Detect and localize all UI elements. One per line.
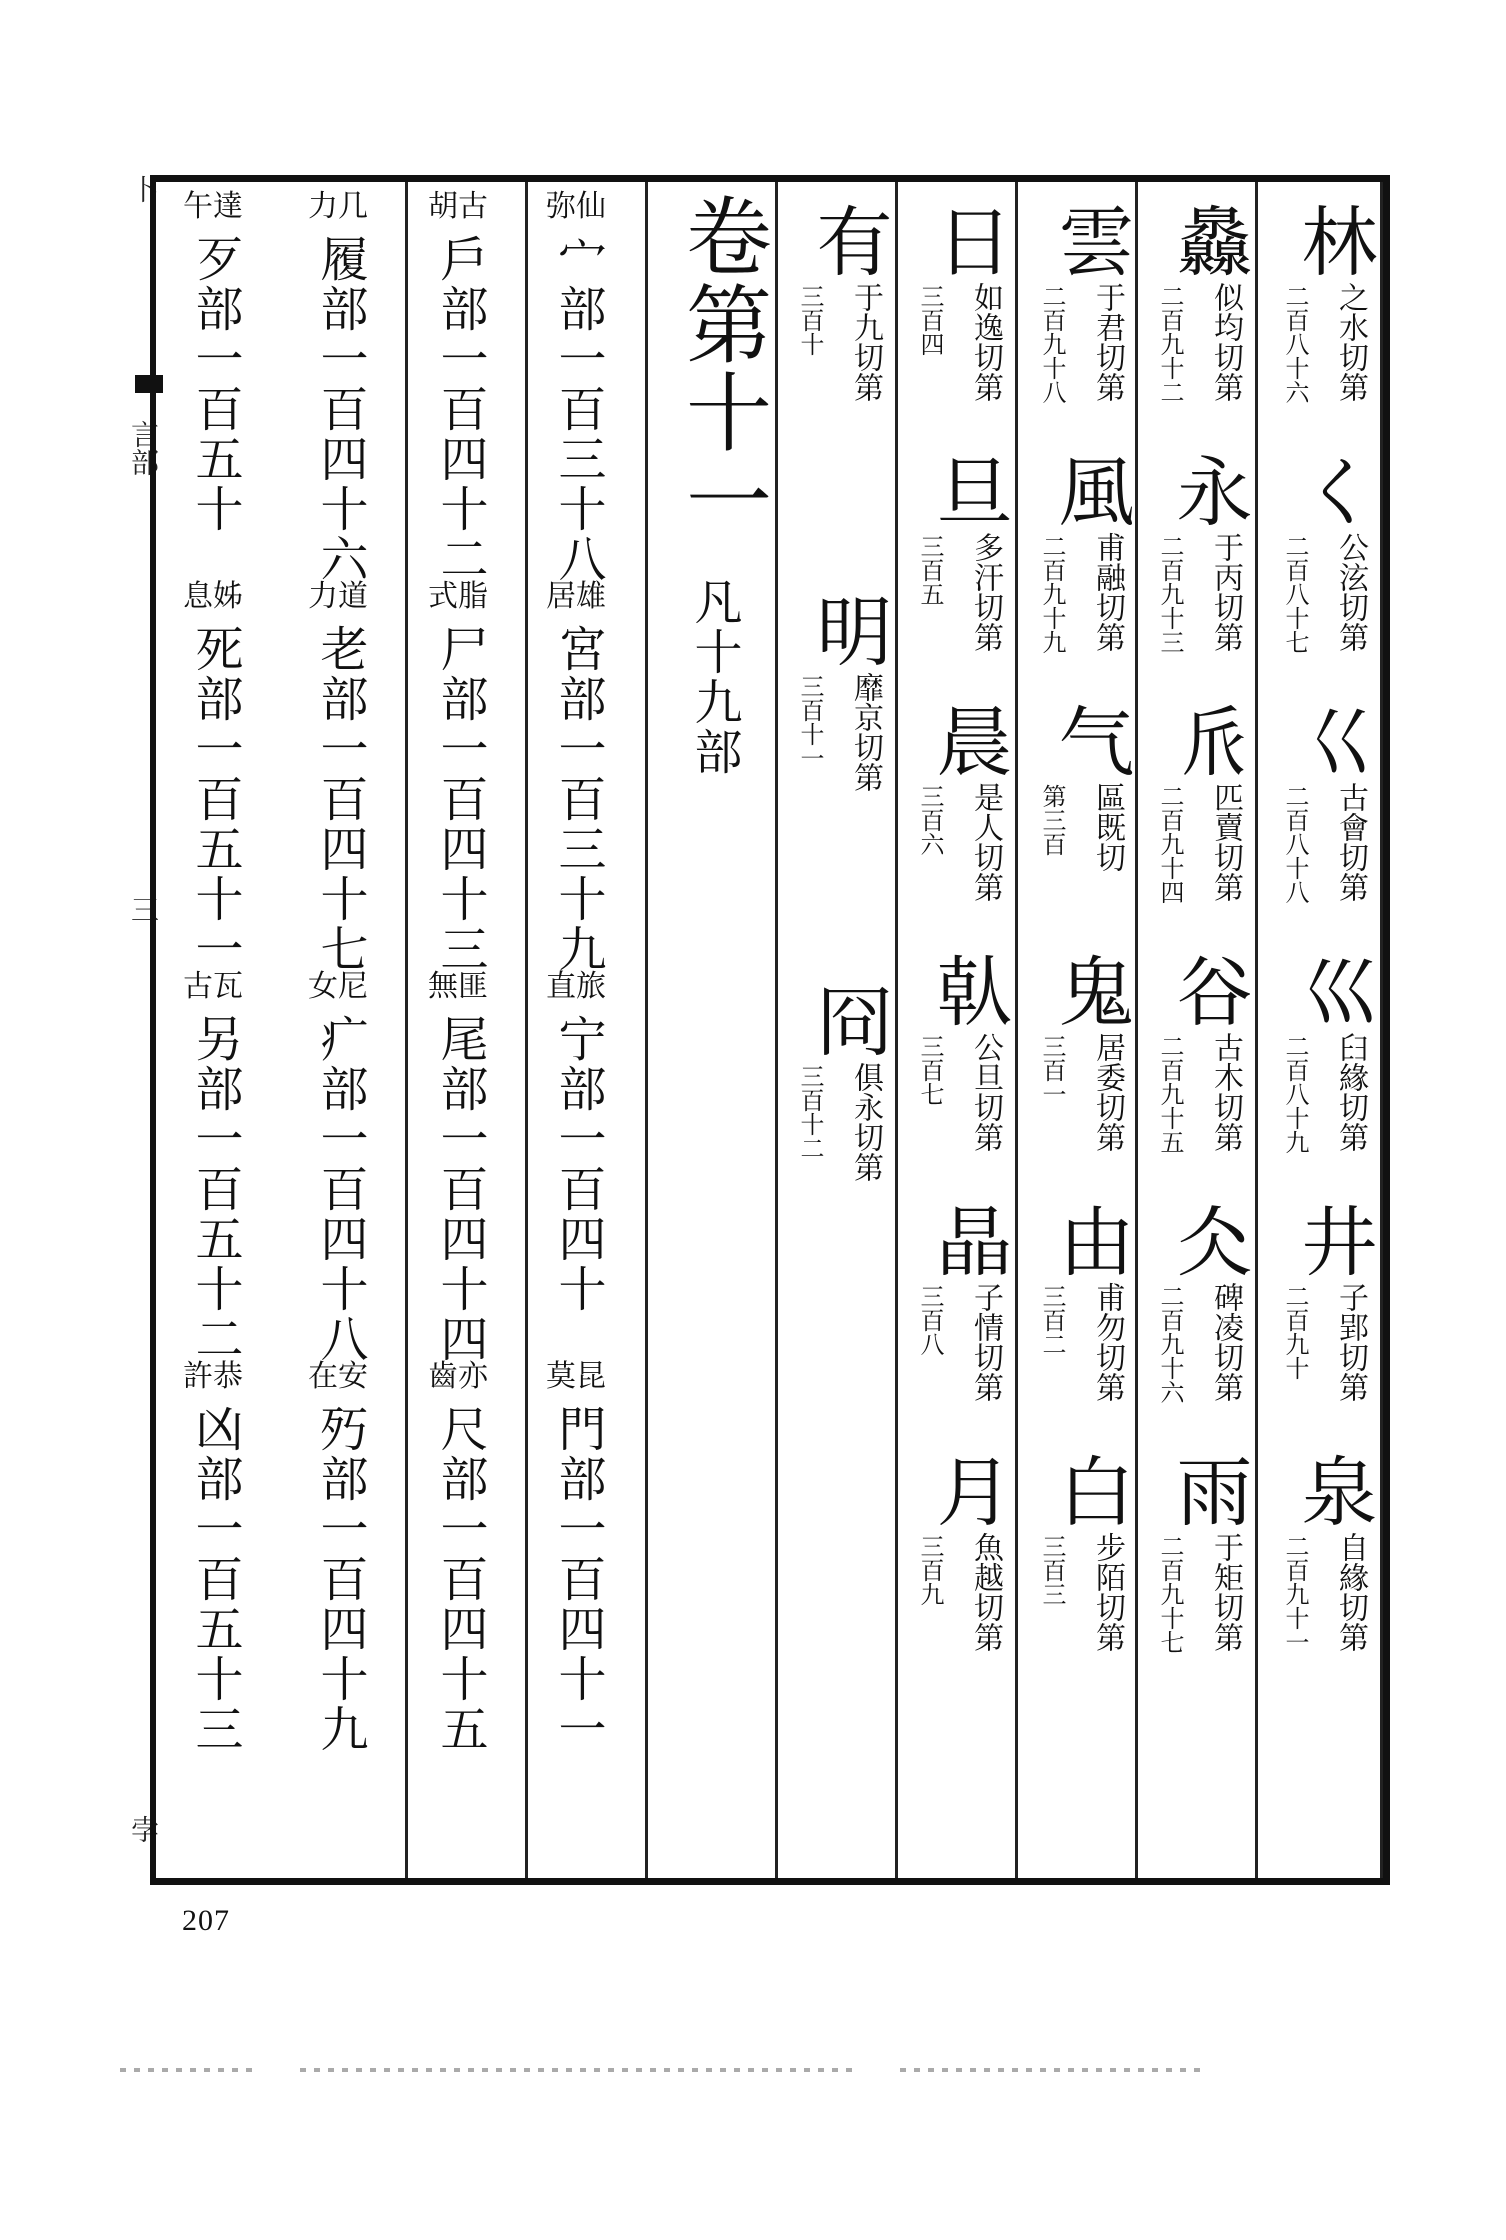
entry-number: 二百九十九 — [1038, 534, 1066, 654]
entry-character: 旦 — [924, 452, 1013, 530]
entry-fanqie: 子情切第 — [968, 1282, 1003, 1402]
radical-entry: 死部一百五十一 — [187, 624, 243, 974]
entry-fanqie: 似均切第 — [1208, 282, 1243, 402]
entry-fanqie: 是人切第 — [968, 782, 1003, 902]
entry-number: 三百一 — [1038, 1034, 1066, 1106]
entry-character: 鬼 — [1046, 952, 1135, 1030]
entry-number: 三百十 — [796, 284, 824, 356]
radical-entry: 戶部一百四十二 — [432, 234, 488, 584]
radical-fanqie: 許恭 — [183, 1359, 243, 1394]
entry-fanqie: 區既切 — [1090, 782, 1125, 872]
radical-entry: 疒部一百四十八 — [312, 1014, 368, 1364]
entry-fanqie: 子郢切第 — [1333, 1282, 1368, 1402]
spine-fragment: 三 — [127, 895, 160, 923]
entry-character: 有 — [804, 202, 893, 280]
entry-number: 二百九十五 — [1156, 1034, 1184, 1154]
radical-entry: 㱙部一百四十九 — [312, 1404, 368, 1754]
radical-fanqie: 莫昆 — [546, 1359, 606, 1394]
entry-character: 風 — [1046, 452, 1135, 530]
entry-character: 灥 — [1164, 202, 1253, 280]
text-column — [1265, 182, 1383, 1878]
entry-character: 雨 — [1164, 1452, 1253, 1530]
entry-number: 二百八十七 — [1281, 534, 1309, 654]
entry-character: 谷 — [1164, 952, 1253, 1030]
entry-fanqie: 居委切第 — [1090, 1032, 1125, 1152]
entry-character: 井 — [1289, 1202, 1378, 1280]
entry-character: 晨 — [924, 702, 1013, 780]
entry-number: 二百九十三 — [1156, 534, 1184, 654]
scan-noise — [300, 2068, 860, 2072]
entry-fanqie: 靡京切第 — [848, 672, 883, 792]
radical-fanqie: 胡古 — [428, 189, 488, 224]
entry-character: 气 — [1046, 702, 1135, 780]
entry-number: 三百八 — [916, 1284, 944, 1356]
entry-number: 二百八十六 — [1281, 284, 1309, 404]
radical-fanqie: 古瓦 — [183, 969, 243, 1004]
entry-character: 白 — [1046, 1452, 1135, 1530]
entry-character: 冏 — [804, 982, 893, 1060]
text-column — [410, 182, 528, 1878]
entry-fanqie: 甫勿切第 — [1090, 1282, 1125, 1402]
entry-number: 三百十一 — [796, 674, 824, 770]
entry-number: 三百三 — [1038, 1534, 1066, 1606]
radical-fanqie: 弥仙 — [546, 189, 606, 224]
entry-number: 三百九 — [916, 1534, 944, 1606]
radical-fanqie: 直旅 — [546, 969, 606, 1004]
radical-fanqie: 齒亦 — [428, 1359, 488, 1394]
entry-fanqie: 𦥑緣切第 — [1333, 1032, 1368, 1152]
entry-character: 巛 — [1289, 952, 1378, 1030]
entry-fanqie: 古會切第 — [1333, 782, 1368, 902]
entry-character: 仌 — [1164, 1202, 1253, 1280]
entry-fanqie: 于君切第 — [1090, 282, 1125, 402]
entry-number: 二百九十八 — [1038, 284, 1066, 404]
entry-fanqie: 甫融切第 — [1090, 532, 1125, 652]
radical-fanqie: 午達 — [183, 189, 243, 224]
radical-fanqie: 女尼 — [308, 969, 368, 1004]
entry-character: 日 — [924, 202, 1013, 280]
entry-number: 二百八十九 — [1281, 1034, 1309, 1154]
entry-number: 三百六 — [916, 784, 944, 856]
entry-fanqie: 匹賣切第 — [1208, 782, 1243, 902]
entry-fanqie: 步陌切第 — [1090, 1532, 1125, 1652]
radical-entry: 宀部一百三十八 — [550, 234, 606, 584]
text-column — [1022, 182, 1138, 1878]
radical-entry: 另部一百五十二 — [187, 1014, 243, 1364]
spine-fragment: 言部 — [127, 420, 160, 476]
text-column — [165, 182, 283, 1878]
entry-fanqie: 于矩切第 — [1208, 1532, 1243, 1652]
entry-character: 巜 — [1289, 702, 1378, 780]
radical-entry: 宮部一百三十九 — [550, 624, 606, 974]
entry-number: 三百二 — [1038, 1284, 1066, 1356]
entry-number: 三百十二 — [796, 1064, 824, 1160]
radical-fanqie: 無匪 — [428, 969, 488, 1004]
entry-fanqie: 于丙切第 — [1208, 532, 1243, 652]
volume-note: 凡十九部 — [686, 577, 742, 777]
radical-entry: 老部一百四十七 — [312, 624, 368, 974]
text-column — [528, 182, 648, 1878]
radical-fanqie: 力几 — [308, 189, 368, 224]
entry-character: 明 — [804, 592, 893, 670]
entry-character: 月 — [924, 1452, 1013, 1530]
entry-fanqie: 碑凌切第 — [1208, 1282, 1243, 1402]
entry-number: 三百五 — [916, 534, 944, 606]
entry-fanqie: 俱永切第 — [848, 1062, 883, 1182]
entry-number: 三百七 — [916, 1034, 944, 1106]
radical-entry: 尺部一百四十五 — [432, 1404, 488, 1754]
entry-fanqie: 古木切第 — [1208, 1032, 1243, 1152]
entry-number: 二百九十二 — [1156, 284, 1184, 404]
radical-entry: 尾部一百四十四 — [432, 1014, 488, 1364]
text-column — [900, 182, 1018, 1878]
entry-fanqie: 公泫切第 — [1333, 532, 1368, 652]
radical-fanqie: 在安 — [308, 1359, 368, 1394]
entry-fanqie: 公旦切第 — [968, 1032, 1003, 1152]
radical-entry: 門部一百四十一 — [550, 1404, 606, 1754]
radical-entry: 宁部一百四十 — [550, 1014, 606, 1314]
radical-fanqie: 力道 — [308, 579, 368, 614]
radical-entry: 履部一百四十六 — [312, 234, 368, 584]
text-column — [290, 182, 408, 1878]
scan-noise — [900, 2068, 1200, 2072]
entry-fanqie: 魚越切第 — [968, 1532, 1003, 1652]
page-number: 207 — [182, 1904, 230, 1937]
entry-number: 三百四 — [916, 284, 944, 356]
text-column — [660, 182, 778, 1878]
entry-character: く — [1289, 452, 1378, 530]
entry-number: 二百九十一 — [1281, 1534, 1309, 1654]
radical-fanqie: 息姊 — [183, 579, 243, 614]
radical-fanqie: 式脂 — [428, 579, 488, 614]
radical-fanqie: 居雄 — [546, 579, 606, 614]
volume-heading: 卷第十一 — [671, 192, 771, 544]
entry-character: 林 — [1289, 202, 1378, 280]
entry-number: 第三百 — [1038, 784, 1066, 856]
entry-character: 晶 — [924, 1202, 1013, 1280]
radical-entry: 凶部一百五十三 — [187, 1404, 243, 1754]
radical-entry: 尸部一百四十三 — [432, 624, 488, 974]
entry-fanqie: 自緣切第 — [1333, 1532, 1368, 1652]
entry-number: 二百九十 — [1281, 1284, 1309, 1380]
entry-fanqie: 多汗切第 — [968, 532, 1003, 652]
entry-character: 𠂢 — [1164, 702, 1253, 780]
entry-fanqie: 如逸切第 — [968, 282, 1003, 402]
entry-number: 二百八十八 — [1281, 784, 1309, 904]
entry-character: 由 — [1046, 1202, 1135, 1280]
entry-number: 二百九十四 — [1156, 784, 1184, 904]
entry-character: 雲 — [1046, 202, 1135, 280]
entry-fanqie: 于九切第 — [848, 282, 883, 402]
entry-character: 倝 — [924, 952, 1013, 1030]
text-column — [780, 182, 898, 1878]
spine-fragment: 孛 — [127, 1815, 160, 1843]
entry-fanqie: 之水切第 — [1333, 282, 1368, 402]
spine-fragment: 卜 — [127, 175, 160, 203]
entry-number: 二百九十七 — [1156, 1534, 1184, 1654]
scan-noise — [120, 2068, 260, 2072]
entry-number: 二百九十六 — [1156, 1284, 1184, 1404]
radical-entry: 歹部一百五十 — [187, 234, 243, 534]
text-column — [1140, 182, 1258, 1878]
entry-character: 永 — [1164, 452, 1253, 530]
entry-character: 泉 — [1289, 1452, 1378, 1530]
